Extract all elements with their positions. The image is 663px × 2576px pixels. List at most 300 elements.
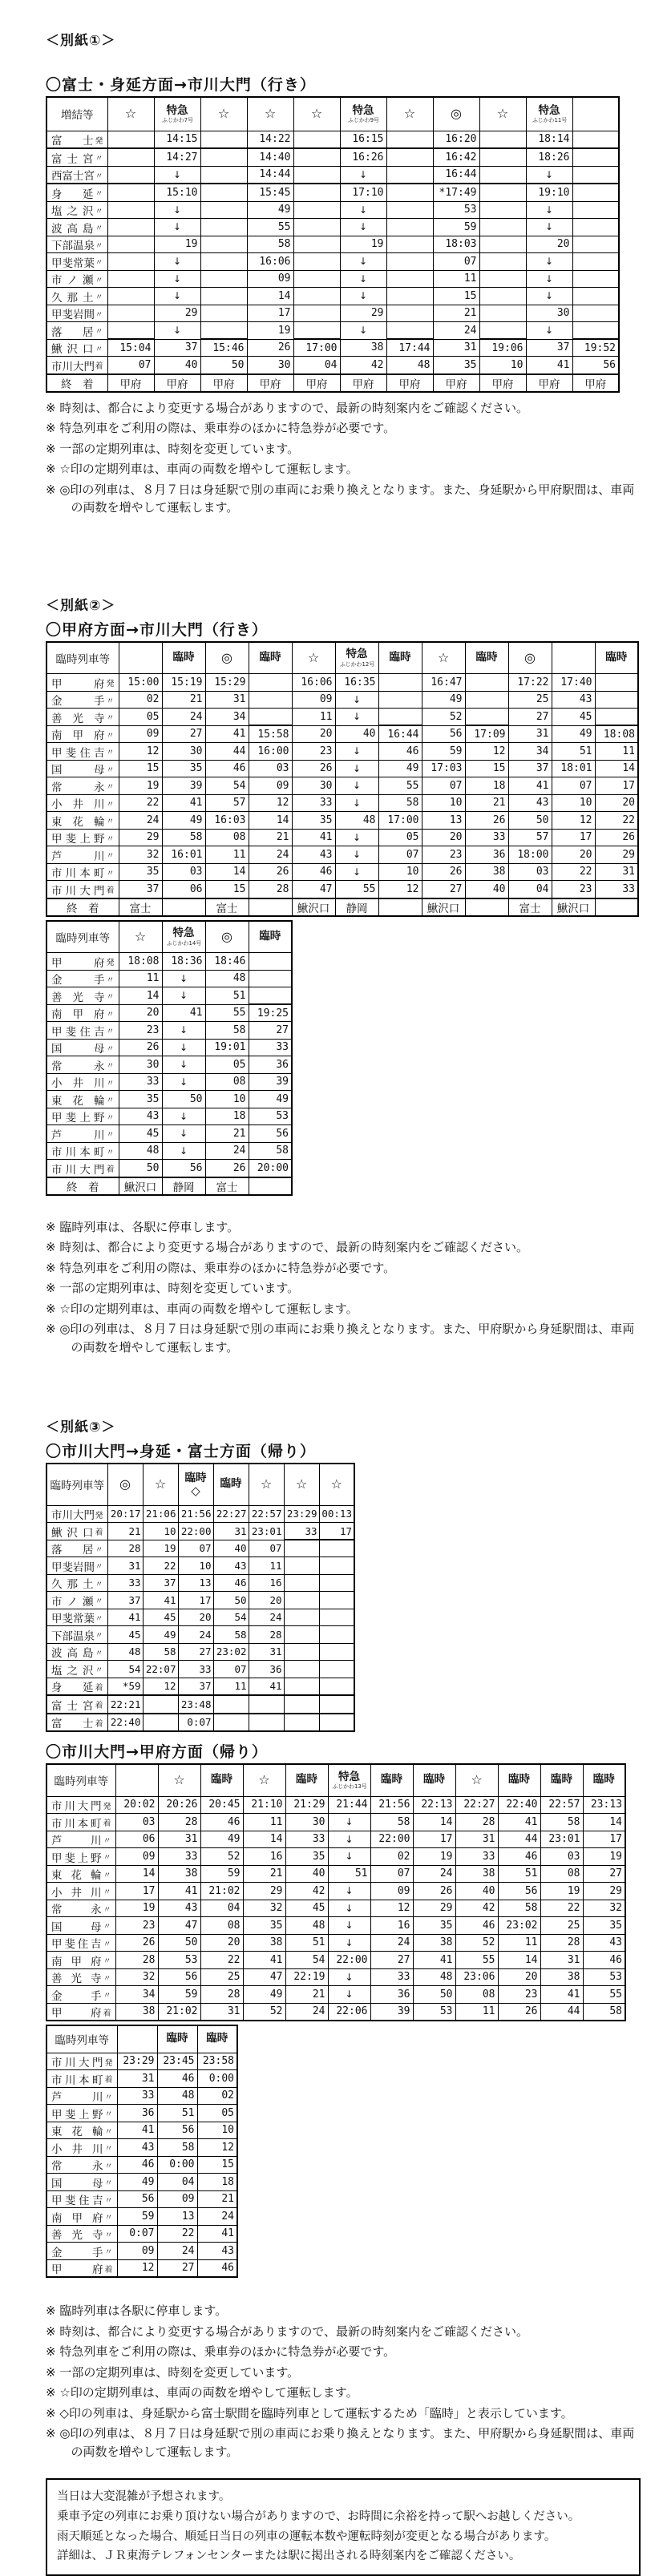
time-cell: 0:07 bbox=[117, 2225, 157, 2243]
time-cell: 58 bbox=[162, 829, 205, 846]
time-cell: 28 bbox=[115, 1952, 158, 1969]
station-cell bbox=[46, 322, 107, 340]
time-cell bbox=[386, 166, 433, 184]
time-cell: 24 bbox=[197, 2208, 237, 2226]
station-cell bbox=[46, 777, 119, 795]
time-cell: 07 bbox=[213, 1661, 249, 1678]
timetable-row bbox=[46, 270, 619, 288]
time-cell: 23:45 bbox=[157, 2053, 197, 2070]
dep-arr-mark: 〃 bbox=[95, 224, 103, 233]
time-cell: 59 bbox=[158, 1986, 200, 2004]
time-cell: ↓ bbox=[328, 1883, 370, 1900]
time-cell: 23:02 bbox=[498, 1917, 540, 1935]
terminus-label: 終 着 bbox=[46, 898, 119, 916]
time-cell: 36 bbox=[249, 1056, 292, 1074]
time-cell: 20:00 bbox=[249, 1160, 292, 1177]
station-name: 善光寺 bbox=[51, 1972, 102, 1985]
station-name: 国母 bbox=[51, 1920, 102, 1934]
time-cell: 21:02 bbox=[158, 2003, 200, 2021]
station-name: 南甲府 bbox=[51, 1955, 102, 1968]
train-type-mark: 臨時 bbox=[508, 1773, 530, 1787]
train-type-mark: ☆ bbox=[173, 1772, 185, 1788]
timetable bbox=[46, 1763, 626, 2021]
time-cell: 51 bbox=[157, 2105, 197, 2122]
time-cell: 17:40 bbox=[552, 674, 595, 692]
station-cell bbox=[46, 1796, 115, 1814]
station-name: 国母 bbox=[51, 764, 105, 777]
train-type-mark: ☆ bbox=[260, 1476, 273, 1492]
train-type-header bbox=[292, 642, 335, 674]
station-cell bbox=[46, 1968, 115, 1986]
station-cell bbox=[46, 1574, 107, 1592]
timetable-kofu-to-ichikawadaimon-2 bbox=[46, 920, 647, 1196]
station-name: 常永 bbox=[51, 1060, 105, 1073]
timetable-row bbox=[46, 1505, 354, 1523]
station-name: 南甲府 bbox=[51, 1008, 105, 1021]
timetable-row bbox=[46, 1609, 354, 1626]
time-cell: 38 bbox=[158, 1865, 200, 1883]
terminus-cell: 甲府 bbox=[386, 374, 433, 392]
time-cell: 34 bbox=[508, 743, 552, 761]
timetable-row bbox=[46, 184, 619, 201]
time-cell: 12 bbox=[117, 2259, 157, 2277]
time-cell bbox=[213, 1714, 249, 1732]
train-type-header bbox=[433, 97, 479, 131]
dep-arr-mark: 着 bbox=[104, 2265, 113, 2275]
time-cell bbox=[386, 131, 433, 148]
time-cell: ↓ bbox=[328, 1917, 370, 1935]
time-cell: 14 bbox=[595, 760, 638, 777]
time-cell: 36 bbox=[117, 2105, 157, 2122]
train-type-header bbox=[119, 921, 162, 953]
time-cell: 54 bbox=[107, 1661, 143, 1678]
dep-arr-mark: 〃 bbox=[95, 1580, 103, 1589]
timetable-row bbox=[46, 166, 619, 184]
dep-arr-mark: 発 bbox=[95, 136, 103, 146]
time-cell: 36 bbox=[465, 846, 508, 864]
time-cell: 22:21 bbox=[107, 1695, 143, 1714]
time-cell: 46 bbox=[498, 1848, 540, 1866]
time-cell: 21 bbox=[285, 1986, 328, 2004]
station-cell bbox=[46, 270, 107, 288]
time-cell: 46 bbox=[583, 1952, 625, 1969]
time-cell: 53 bbox=[158, 1952, 200, 1969]
train-type-mark: 臨時 bbox=[166, 2032, 188, 2045]
train-type-header bbox=[552, 642, 595, 674]
station-name: 市川本町 bbox=[51, 867, 105, 880]
timetable-row bbox=[46, 2259, 237, 2277]
time-cell: ↓ bbox=[335, 829, 378, 846]
station-cell bbox=[46, 1091, 119, 1108]
time-cell: 09 bbox=[115, 1848, 158, 1866]
time-cell bbox=[107, 253, 154, 271]
time-cell: 47 bbox=[292, 881, 335, 898]
time-cell: 49 bbox=[200, 1831, 243, 1848]
time-cell: 26 bbox=[292, 760, 335, 777]
time-cell bbox=[378, 709, 422, 726]
dep-arr-mark: 〃 bbox=[104, 2162, 113, 2171]
time-cell: 14:22 bbox=[247, 131, 293, 148]
time-cell bbox=[107, 236, 154, 253]
station-cell bbox=[46, 760, 119, 777]
time-cell: 33 bbox=[292, 794, 335, 812]
time-cell: 20:17 bbox=[107, 1505, 143, 1523]
time-cell bbox=[386, 305, 433, 322]
time-cell: 19 bbox=[340, 236, 386, 253]
terminus-cell: 鰍沢口 bbox=[422, 898, 465, 916]
time-cell: 46 bbox=[117, 2156, 157, 2174]
time-cell: 27 bbox=[249, 1022, 292, 1040]
time-cell: 26 bbox=[422, 863, 465, 881]
time-cell: 20:02 bbox=[115, 1796, 158, 1814]
timetable-row bbox=[46, 881, 638, 898]
train-type-header bbox=[572, 97, 619, 131]
station-cell bbox=[46, 1661, 107, 1678]
time-cell: 48 bbox=[119, 1142, 162, 1160]
dep-arr-mark: 〃 bbox=[106, 783, 115, 792]
dep-arr-mark: 〃 bbox=[106, 852, 115, 861]
time-cell: 50 bbox=[158, 1934, 200, 1952]
notice-line: 詳細は、ＪＲ東海テレフォンセンターまたは駅に掲出される時刻案内をご確認ください。 bbox=[57, 2550, 521, 2563]
time-cell: 07 bbox=[370, 1865, 413, 1883]
timetable-row bbox=[46, 987, 292, 1005]
time-cell: 14 bbox=[583, 1814, 625, 1831]
time-cell: 18 bbox=[465, 777, 508, 795]
time-cell: 17 bbox=[115, 1883, 158, 1900]
time-cell bbox=[479, 288, 526, 305]
station-name: 小井川 bbox=[51, 798, 105, 811]
station-name: 芦川 bbox=[51, 1129, 105, 1142]
train-type-mark: ◎ bbox=[119, 1476, 131, 1492]
station-cell bbox=[46, 1125, 119, 1143]
time-cell: 58 bbox=[378, 794, 422, 812]
note-item: ※ 時刻は、都合により変更する場合がありますので、最新の時刻案内をご確認ください。 bbox=[46, 2324, 529, 2339]
train-type-header bbox=[197, 2025, 237, 2053]
time-cell: 56 bbox=[572, 357, 619, 374]
station-cell bbox=[46, 1883, 115, 1900]
train-type-header bbox=[213, 1464, 249, 1505]
train-type-mark: 臨時 bbox=[220, 1477, 242, 1491]
time-cell: 18:26 bbox=[526, 148, 572, 166]
time-cell: 10 bbox=[205, 1091, 249, 1108]
timetable-row bbox=[46, 1574, 354, 1592]
time-cell: 28 bbox=[158, 1814, 200, 1831]
time-cell: 14 bbox=[119, 987, 162, 1005]
time-cell: 51 bbox=[328, 1865, 370, 1883]
time-cell: 58 bbox=[143, 1643, 178, 1661]
time-cell: ↓ bbox=[335, 863, 378, 881]
time-cell bbox=[572, 219, 619, 236]
time-cell: 23:58 bbox=[197, 2053, 237, 2070]
station-name: 市川本町 bbox=[51, 2073, 103, 2087]
time-cell: 40 bbox=[455, 1883, 498, 1900]
time-cell: 18:00 bbox=[508, 846, 552, 864]
station-name: 善光寺 bbox=[51, 712, 105, 725]
time-cell: 55 bbox=[247, 219, 293, 236]
terminus-cell: 甲府 bbox=[293, 374, 340, 392]
station-name: 落居 bbox=[51, 1544, 94, 1557]
time-cell bbox=[319, 1592, 354, 1609]
time-cell: 39 bbox=[162, 777, 205, 795]
time-cell bbox=[249, 691, 292, 709]
time-cell: 56 bbox=[157, 2122, 197, 2139]
train-type-header bbox=[247, 97, 293, 131]
dep-arr-mark: 〃 bbox=[104, 2145, 113, 2154]
train-type-header bbox=[479, 97, 526, 131]
station-name: 金手 bbox=[51, 974, 105, 987]
time-cell: 31 bbox=[455, 1831, 498, 1848]
time-cell bbox=[249, 987, 292, 1005]
station-name: 下部温泉 bbox=[51, 1629, 95, 1643]
time-cell: 58 bbox=[540, 1814, 583, 1831]
station-cell bbox=[46, 863, 119, 881]
time-cell bbox=[595, 674, 638, 692]
terminus-row bbox=[46, 1177, 292, 1195]
station-cell bbox=[46, 1592, 107, 1609]
dep-arr-mark: 〃 bbox=[103, 1992, 111, 2001]
time-cell: ↓ bbox=[328, 1968, 370, 1986]
time-cell: 36 bbox=[370, 1986, 413, 2004]
time-cell: 24 bbox=[285, 2003, 328, 2021]
terminus-cell: 甲府 bbox=[340, 374, 386, 392]
station-name: 常永 bbox=[51, 781, 105, 794]
timetable bbox=[46, 1463, 355, 1732]
dep-arr-mark: 〃 bbox=[95, 328, 103, 337]
timetable-fuji-to-ichikawadaimon bbox=[46, 96, 647, 393]
time-cell: 41 bbox=[243, 1952, 285, 1969]
time-cell: 23 bbox=[552, 881, 595, 898]
train-type-header bbox=[162, 642, 205, 674]
time-cell: 54 bbox=[213, 1609, 249, 1626]
time-cell: 16:06 bbox=[292, 674, 335, 692]
time-cell: 14:15 bbox=[154, 131, 200, 148]
time-cell: 24 bbox=[119, 812, 162, 830]
train-type-header bbox=[319, 1464, 354, 1505]
station-cell bbox=[46, 1900, 115, 1917]
time-cell: 52 bbox=[455, 1934, 498, 1952]
time-cell: 11 bbox=[205, 846, 249, 864]
time-cell bbox=[465, 709, 508, 726]
station-name: 金手 bbox=[51, 1989, 102, 2003]
time-cell: ↓ bbox=[154, 166, 200, 184]
dep-arr-mark: 着 bbox=[95, 1528, 103, 1537]
time-cell: 40 bbox=[213, 1540, 249, 1557]
time-cell: 14 bbox=[243, 1831, 285, 1848]
train-type-header bbox=[335, 642, 378, 674]
corner-header: 臨時列車等 bbox=[46, 642, 119, 674]
note-item: ※ 一部の定期列車は、時刻を変更しています。 bbox=[46, 441, 300, 456]
train-type-header bbox=[249, 921, 292, 953]
timetable-row bbox=[46, 1160, 292, 1177]
time-cell: 21 bbox=[205, 1125, 249, 1143]
time-cell: 35 bbox=[285, 1848, 328, 1866]
station-cell bbox=[46, 829, 119, 846]
train-type-mark: ☆ bbox=[471, 1772, 483, 1788]
time-cell: 17:10 bbox=[340, 184, 386, 201]
time-cell: 56 bbox=[498, 1883, 540, 1900]
time-cell: 47 bbox=[243, 1968, 285, 1986]
time-cell: ↓ bbox=[162, 1056, 205, 1074]
time-cell: 04 bbox=[200, 1900, 243, 1917]
dep-arr-mark: 〃 bbox=[103, 1836, 111, 1846]
corner-header: 増結等 bbox=[46, 97, 107, 131]
time-cell: 50 bbox=[413, 1986, 455, 2004]
time-cell: 41 bbox=[508, 777, 552, 795]
time-cell bbox=[200, 288, 247, 305]
time-cell: 20 bbox=[498, 1968, 540, 1986]
time-cell: 31 bbox=[249, 1643, 284, 1661]
time-cell: 09 bbox=[249, 777, 292, 795]
note-item: ※ 臨時列車は各駅に停車します。 bbox=[46, 2303, 228, 2318]
train-type-header bbox=[162, 921, 205, 953]
notice-line: 当日は大変混雑が予想されます。 bbox=[57, 2490, 231, 2503]
corner-header: 臨時列車等 bbox=[46, 921, 119, 953]
time-cell: 17:00 bbox=[293, 339, 340, 357]
time-cell: 22 bbox=[540, 1900, 583, 1917]
time-cell: 15:29 bbox=[205, 674, 249, 692]
time-cell: *59 bbox=[107, 1678, 143, 1695]
station-cell bbox=[46, 1934, 115, 1952]
time-cell: 43 bbox=[158, 1900, 200, 1917]
station-name: 芦川 bbox=[51, 850, 105, 863]
time-cell: 22:40 bbox=[498, 1796, 540, 1814]
time-cell: ↓ bbox=[335, 846, 378, 864]
train-name-label: ふじかわ7号 bbox=[161, 116, 193, 123]
station-name: 西富士宮 bbox=[51, 170, 95, 183]
dep-arr-mark: 〃 bbox=[95, 1597, 103, 1606]
time-cell: 23 bbox=[422, 846, 465, 864]
time-cell: 06 bbox=[162, 881, 205, 898]
time-cell: 29 bbox=[595, 846, 638, 864]
train-type-mark: 臨時 bbox=[211, 1773, 232, 1787]
time-cell: 40 bbox=[285, 1865, 328, 1883]
terminus-cell: 富士 bbox=[205, 1177, 249, 1195]
time-cell bbox=[293, 148, 340, 166]
time-cell: 51 bbox=[552, 743, 595, 761]
time-cell: 30 bbox=[285, 1814, 328, 1831]
station-cell bbox=[46, 691, 119, 709]
time-cell: ↓ bbox=[328, 1814, 370, 1831]
time-cell: 11 bbox=[213, 1678, 249, 1695]
terminus-cell: 甲府 bbox=[200, 374, 247, 392]
train-type-header bbox=[154, 97, 200, 131]
time-cell: 23:01 bbox=[540, 1831, 583, 1848]
time-cell: 14 bbox=[205, 863, 249, 881]
time-cell: 17 bbox=[552, 829, 595, 846]
station-cell bbox=[46, 131, 107, 148]
timetable-row bbox=[46, 794, 638, 812]
time-cell: 14 bbox=[247, 288, 293, 305]
time-cell: 05 bbox=[205, 1056, 249, 1074]
terminus-cell: 静岡 bbox=[335, 898, 378, 916]
corner-header: 臨時列車等 bbox=[46, 1464, 107, 1505]
time-cell: 17:22 bbox=[508, 674, 552, 692]
time-cell bbox=[572, 184, 619, 201]
station-name: 下部温泉 bbox=[51, 240, 95, 252]
station-name: 常永 bbox=[51, 2160, 103, 2173]
time-cell bbox=[107, 184, 154, 201]
time-cell: 02 bbox=[370, 1848, 413, 1866]
timetable-row bbox=[46, 1934, 625, 1952]
time-cell: 55 bbox=[378, 777, 422, 795]
station-cell bbox=[46, 357, 107, 374]
station-name: 甲斐住吉 bbox=[51, 1938, 102, 1951]
train-type-header bbox=[465, 642, 508, 674]
timetable-row bbox=[46, 2003, 625, 2021]
time-cell: ↓ bbox=[340, 288, 386, 305]
time-cell: 19 bbox=[413, 1848, 455, 1866]
dep-arr-mark: 〃 bbox=[106, 993, 115, 1002]
time-cell: 19 bbox=[583, 1848, 625, 1866]
time-cell: 22:07 bbox=[143, 1661, 178, 1678]
time-cell: 20 bbox=[595, 794, 638, 812]
time-cell: 24 bbox=[178, 1626, 213, 1644]
dep-arr-mark: 〃 bbox=[95, 1632, 103, 1641]
time-cell: 04 bbox=[157, 2174, 197, 2191]
time-cell: 24 bbox=[162, 709, 205, 726]
dep-arr-mark: 〃 bbox=[104, 2214, 113, 2223]
time-cell: 26 bbox=[205, 1160, 249, 1177]
time-cell bbox=[319, 1643, 354, 1661]
time-cell bbox=[293, 253, 340, 271]
time-cell: 31 bbox=[595, 863, 638, 881]
time-cell bbox=[595, 691, 638, 709]
station-name: 市川本町 bbox=[51, 1146, 105, 1159]
time-cell: 43 bbox=[508, 794, 552, 812]
sheet1-label: ＜別紙①＞ bbox=[46, 33, 116, 49]
time-cell: 08 bbox=[205, 829, 249, 846]
time-cell: 14 bbox=[413, 1814, 455, 1831]
time-cell bbox=[378, 691, 422, 709]
time-cell: 43 bbox=[197, 2243, 237, 2260]
time-cell: 41 bbox=[540, 1986, 583, 2004]
time-cell: 29 bbox=[583, 1883, 625, 1900]
timetable-row bbox=[46, 863, 638, 881]
station-name: 久那土 bbox=[51, 1578, 94, 1591]
time-cell: 17 bbox=[247, 305, 293, 322]
dep-arr-mark: 〃 bbox=[95, 241, 103, 251]
note-item: ※ 一部の定期列車は、時刻を変更しています。 bbox=[46, 1281, 300, 1295]
time-cell: ↓ bbox=[526, 166, 572, 184]
time-cell bbox=[200, 236, 247, 253]
station-name: 南甲府 bbox=[51, 729, 105, 742]
time-cell: 23:06 bbox=[455, 1968, 498, 1986]
station-cell bbox=[46, 812, 119, 830]
time-cell: ↓ bbox=[162, 1108, 205, 1125]
time-cell: 19 bbox=[247, 322, 293, 340]
timetable-row bbox=[46, 2174, 237, 2191]
train-type-header bbox=[455, 1764, 498, 1796]
timetable-row bbox=[46, 1557, 354, 1575]
dep-arr-mark: 〃 bbox=[106, 800, 115, 810]
station-name: 市川大門 bbox=[51, 884, 105, 898]
timetable-row bbox=[46, 846, 638, 864]
time-cell bbox=[386, 253, 433, 271]
time-cell: 41 bbox=[205, 725, 249, 743]
station-cell bbox=[46, 1056, 119, 1074]
time-cell: 37 bbox=[107, 1592, 143, 1609]
station-cell bbox=[46, 2105, 117, 2122]
timetable-row bbox=[46, 1523, 354, 1540]
time-cell: 42 bbox=[285, 1883, 328, 1900]
time-cell: 15 bbox=[119, 760, 162, 777]
time-cell: 58 bbox=[498, 1900, 540, 1917]
time-cell bbox=[319, 1695, 354, 1714]
dep-arr-mark: 着 bbox=[103, 2009, 111, 2018]
time-cell: 14 bbox=[115, 1865, 158, 1883]
time-cell: 18:01 bbox=[552, 760, 595, 777]
time-cell: 41 bbox=[526, 357, 572, 374]
